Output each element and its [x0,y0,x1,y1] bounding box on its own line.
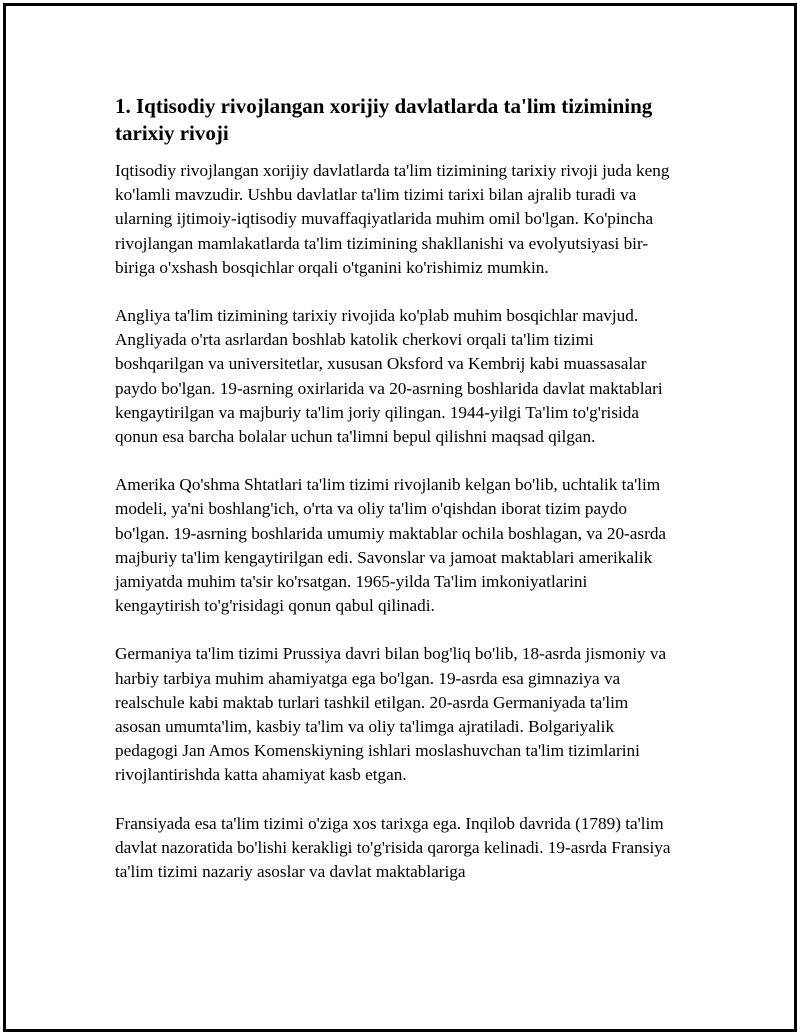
paragraph-france: Fransiyada esa ta'lim tizimi o'ziga xos tarixga ega. Inqilob davrida (1789) ta'lim davlat nazoratida bo'lishi kerakligi to'g'risida qarorga kelinadi. 19-asrda Fransiya ta'lim tizimi nazariy asoslar va davlat maktablariga [115,813,671,882]
document-body [115,93,675,908]
paragraph-intro: Iqtisodiy rivojlangan xorijiy davlatlarda ta'lim tizimining tarixiy rivoji juda keng ko'lamli mavzudir. Ushbu davlatlar ta'lim tizimi tarixi bilan ajralib turadi va ularning ijtimoiy-iqtisodiy muvaffaqiyatlarida muhim omil bo'lgan. Ko'pincha rivojlangan mamlakatlarda ta'lim tizimining shakllanishi va evolyutsiyasi bir-biriga o'xshash bosqichlar orqali o'tganini ko'rishimiz mumkin. [115,161,670,277]
section-heading: 1. Iqtisodiy rivojlangan xorijiy davlatlarda ta'lim tizimining tarixiy rivoji [115,94,653,145]
paragraph-usa: Amerika Qo'shma Shtatlari ta'lim tizimi rivojlanib kelgan bo'lib, uchtalik ta'lim modeli, ya'ni boshlang'ich, o'rta va oliy ta'lim o'qishdan iborat tizim paydo bo'lgan. 19-asrning boshlarida umumiy maktablar ochila boshlagan, va 20-asrda majburiy ta'lim kengaytirilgan edi. Savonslar va jamoat maktablari amerikalik jamiyatda muhim ta'sir ko'rsatgan. 1965-yilda Ta'lim imkoniyatlarini kengaytirish to'g'risidagi qonun qabul qilinadi. [115,475,667,616]
paragraph-germany: Germaniya ta'lim tizimi Prussiya davri bilan bog'liq bo'lib, 18-asrda jismoniy va harbiy tarbiya muhim ahamiyatga ega bo'lgan. 19-asrda esa gimnaziya va realschule kabi maktab turlari tashkil etilgan. 20-asrda Germaniyada ta'lim asosan umumta'lim, kasbiy ta'lim va oliy ta'limga ajratiladi. Bolgariyalik pedagogi Jan Amos Komenskiyning ishlari moslashuvchan ta'lim tizimlarini rivojlantirishda katta ahamiyat kasb etgan. [115,644,667,785]
paragraph-england: Angliya ta'lim tizimining tarixiy rivojida ko'plab muhim bosqichlar mavjud. Angliyada o'rta asrlardan boshlab katolik cherkovi orqali ta'lim tizimi boshqarilgan va universitetlar, xususan Oksford va Kembrij kabi muassasalar paydo bo'lgan. 19-asrning oxirlarida va 20-asrning boshlarida davlat maktablari kengaytirilgan va majburiy ta'lim joriy qilingan. 1944-yilgi Ta'lim to'g'risida qonun esa barcha bolalar uchun ta'limni bepul qilishni maqsad qilgan. [115,306,663,447]
